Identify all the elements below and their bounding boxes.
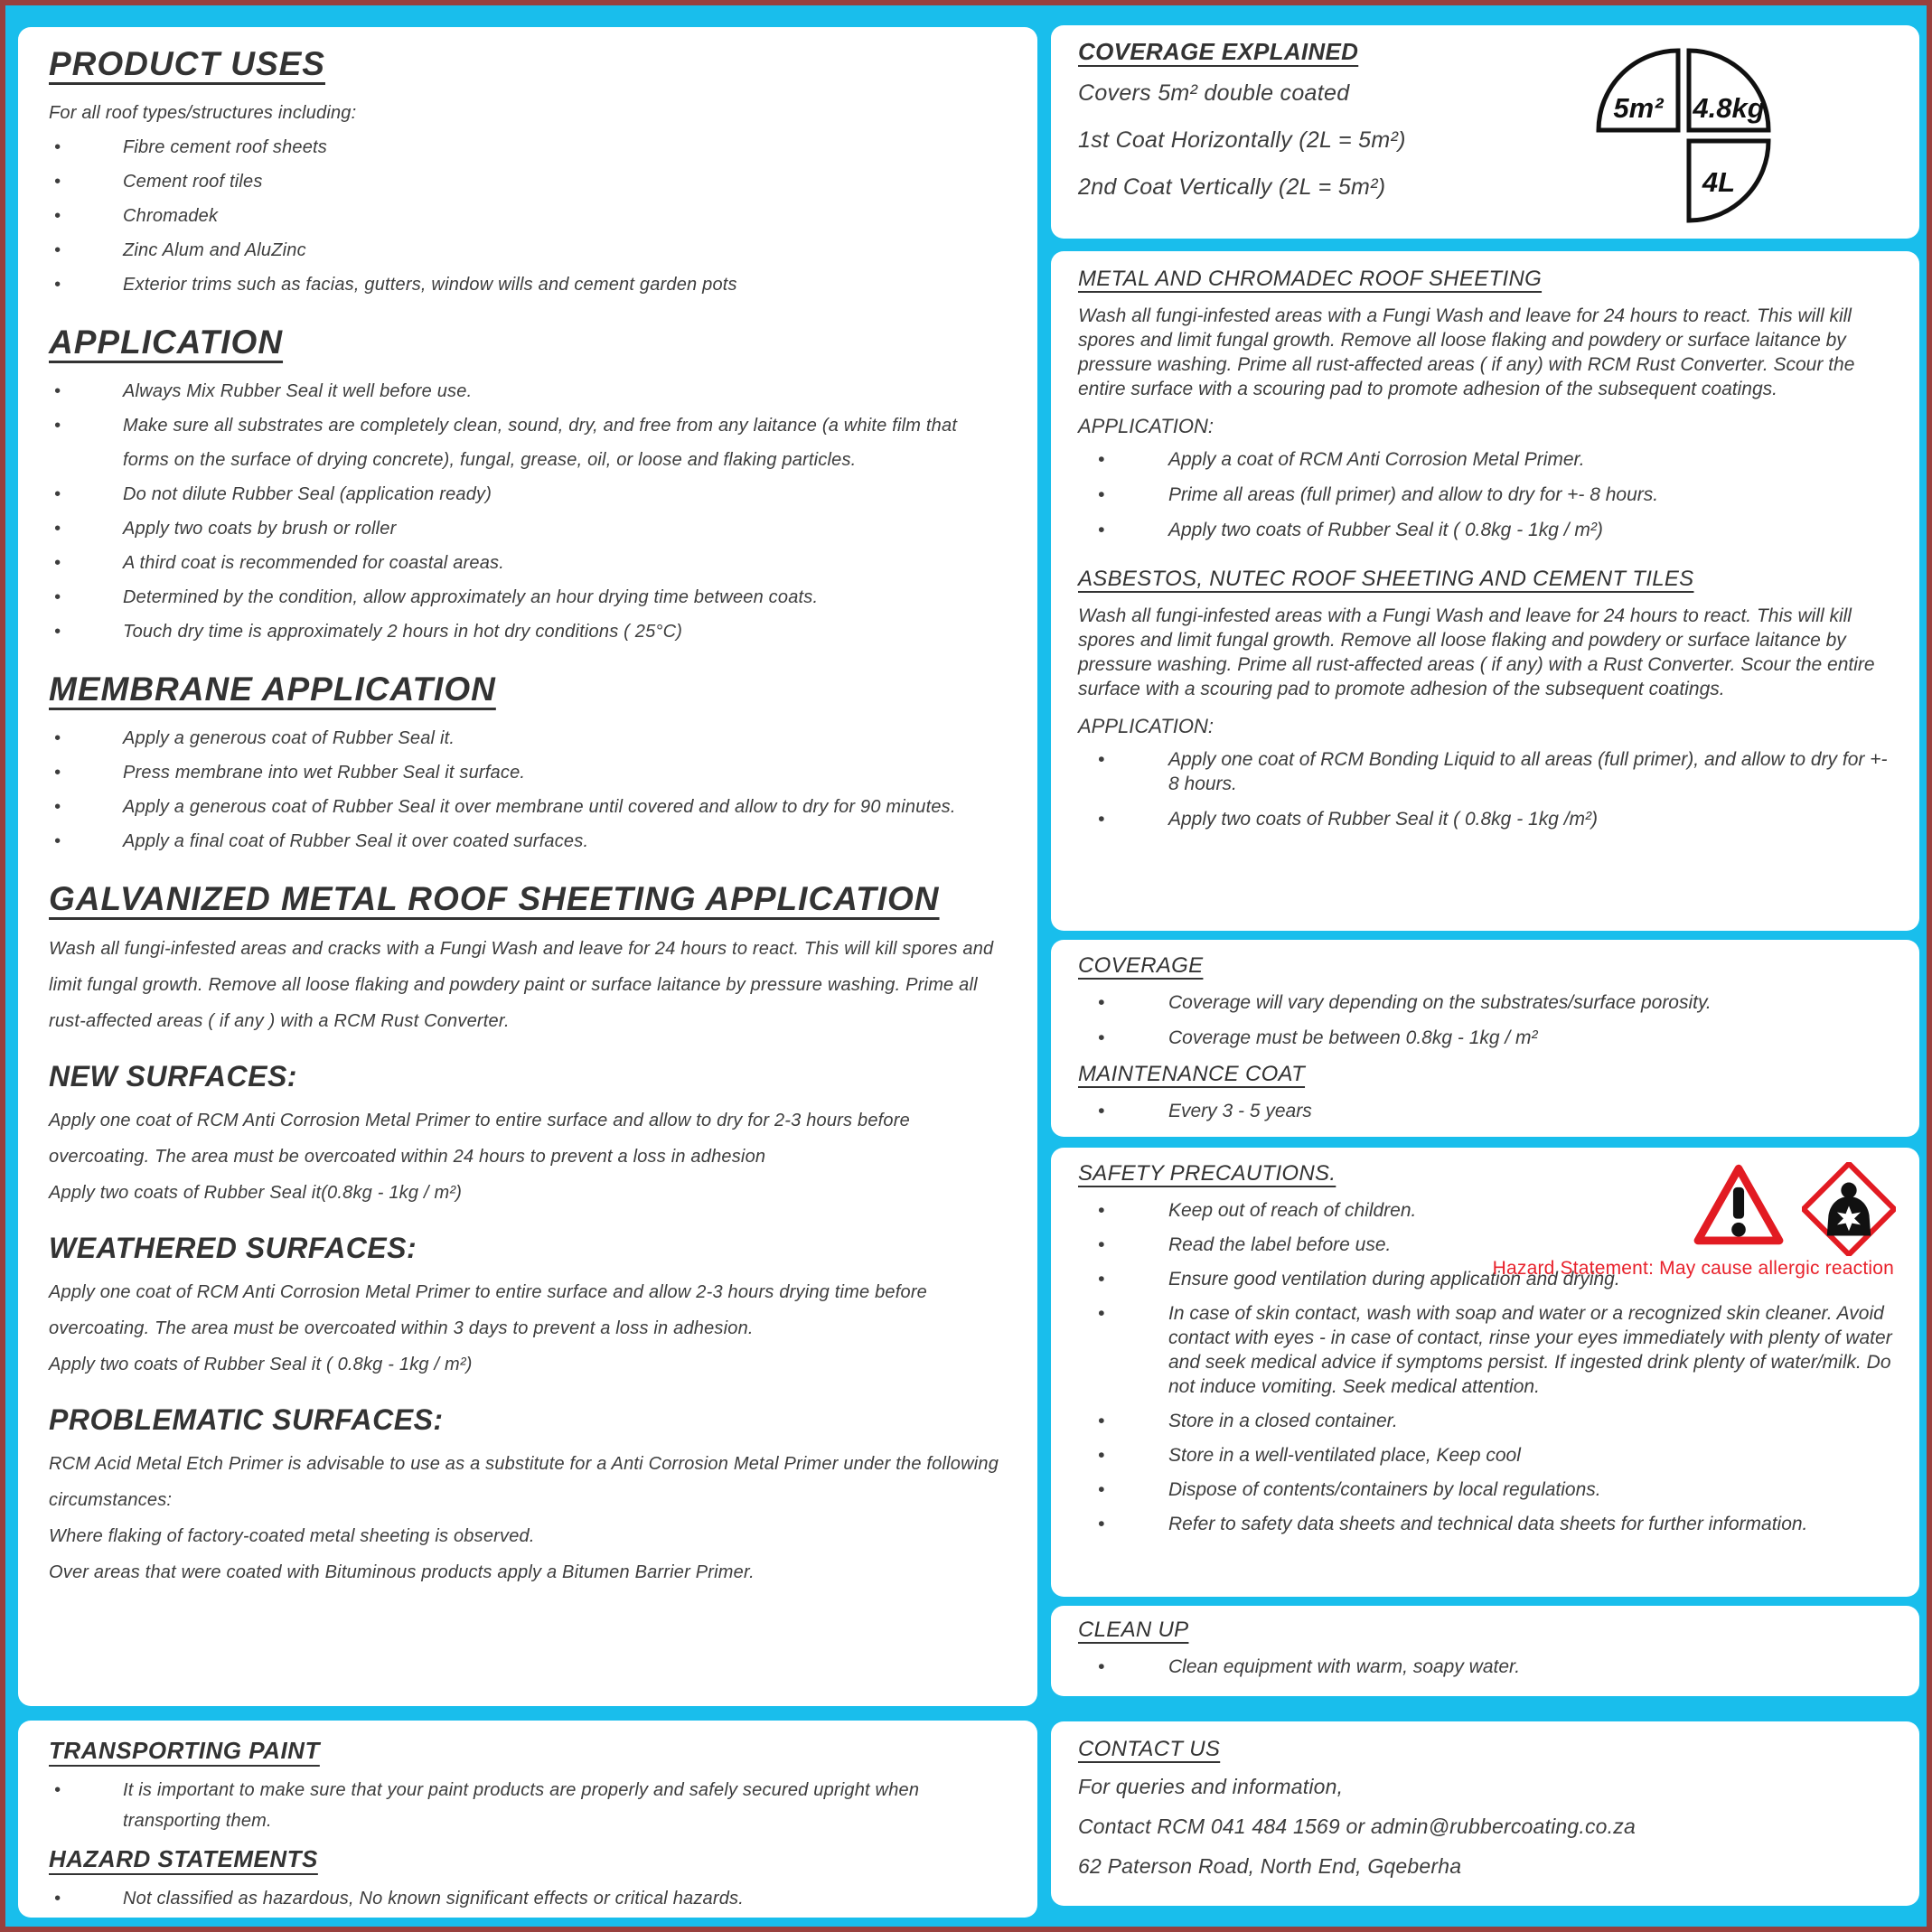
coverage-line: 1st Coat Horizontally (2L = 5m²) [1078,127,1406,153]
asbestos-body: Wash all fungi-infested areas with a Fungi Wash and leave for 24 hours to react. This will kill spores and limit fungal growth. Remove all loose flaking and powdery or surface laitance by pressure washing. Prime all rust-affected areas ( if any) with a Rust Converter. Scour the entire surface with a scouring pad to promote adhesion of the subsequent coatings. [1078,605,1875,699]
contact-line-phone-email: Contact RCM 041 484 1569 or admin@rubbercoating.co.za [1078,1815,1636,1838]
list-item: • Chromadek [49,199,1007,233]
new-surfaces-line: Apply two coats of Rubber Seal it(0.8kg - 1kg / m²) [49,1183,463,1203]
list-item: • Apply a generous coat of Rubber Seal it. [49,721,1007,755]
problematic-surfaces-line: Where flaking of factory-coated metal sheeting is observed. [49,1526,535,1546]
weathered-surfaces-line: Apply one coat of RCM Anti Corrosion Metal Primer to entire surface and allow 2-3 hours drying time before overcoating. The area must be overcoated within 3 days to prevent a loss in adhesion. [49,1282,928,1338]
list-item: • Always Mix Rubber Seal it well before use. [49,374,1007,408]
problematic-surfaces-line: RCM Acid Metal Etch Primer is advisable to use as a substitute for a Anti Corrosion Metal Primer under the following circumstances: [49,1454,999,1510]
maintenance-coat-title: MAINTENANCE COAT [1078,1062,1306,1086]
list-item: • Apply two coats of Rubber Seal it ( 0.8kg - 1kg /m²) [1078,807,1892,831]
list-item: • Do not dilute Rubber Seal (application ready) [49,477,1007,511]
coverage-title: COVERAGE [1078,953,1204,978]
list-item: • Apply a final coat of Rubber Seal it over coated surfaces. [49,824,1007,858]
contact-us-panel [1051,1721,1919,1906]
metal-application-label: APPLICATION: [1078,415,1214,437]
roof-sheeting-panel [1051,251,1919,931]
weathered-surfaces-title: WEATHERED SURFACES: [49,1232,417,1264]
list-item: • It is important to make sure that your paint products are properly and safely secured upright when transporting them. [49,1775,1007,1836]
transport-hazard-panel [18,1721,1037,1918]
list-item: • Dispose of contents/containers by local regulations. [1078,1477,1892,1502]
coverage-line: 2nd Coat Vertically (2L = 5m²) [1078,174,1386,200]
left-main-panel [18,27,1037,1706]
list-item: • Ensure good ventilation during application and drying. [1078,1267,1892,1291]
membrane-application-title: MEMBRANE APPLICATION [49,671,496,708]
pie-label-weight: 4.8kg [1693,92,1765,124]
asbestos-application-label: APPLICATION: [1078,715,1214,737]
list-item: • Determined by the condition, allow approximately an hour drying time between coats. [49,580,1007,614]
list-item: • Refer to safety data sheets and technical data sheets for further information. [1078,1512,1892,1536]
list-item: • Every 3 - 5 years [1078,1099,1892,1123]
list-item: • A third coat is recommended for coastal areas. [49,546,1007,580]
galvanized-title: GALVANIZED METAL ROOF SHEETING APPLICATION [49,880,940,917]
list-item: • Zinc Alum and AluZinc [49,233,1007,267]
list-item: • Clean equipment with warm, soapy water. [1078,1655,1892,1679]
list-item: • Make sure all substrates are completely clean, sound, dry, and free from any laitance (a white film that forms on the surface of drying concrete), fungal, grease, oil, or loose and flaking particles. [49,408,1007,477]
list-item: • Not classified as hazardous, No known significant effects or critical hazards. [49,1883,1007,1914]
list-item: • In case of skin contact, wash with soap and water or a recognized skin cleaner. Avoid contact with eyes - in case of contact, rinse your eyes immediately with plenty of water and seek medical advice if symptoms persist. If ingested drink plenty of water/milk. Do not induce vomiting. Seek medical attention. [1078,1301,1892,1399]
datasheet-canvas [5,5,1927,1927]
list-item: • Exterior trims such as facias, gutters, window wills and cement garden pots [49,267,1007,302]
list-item: • Apply two coats by brush or roller [49,511,1007,546]
hazard-statements-title: HAZARD STATEMENTS [49,1845,318,1872]
warning-triangle-icon [1692,1162,1786,1247]
coverage-explained-panel [1051,25,1919,239]
new-surfaces-line: Apply one coat of RCM Anti Corrosion Metal Primer to entire surface and allow to dry for 2-3 hours before overcoating. The area must be overcoated within 24 hours to prevent a loss in adhesion [49,1111,910,1167]
metal-body: Wash all fungi-infested areas with a Fungi Wash and leave for 24 hours to react. This will kill spores and limit fungal growth. Remove all loose flaking and powdery or surface laitance by pressure washing. Prime all rust-affected areas ( if any) with RCM Rust Converter. Scour the entire surface with a scouring pad to promote adhesion of the subsequent coatings. [1078,305,1855,399]
coverage-line: Covers 5m² double coated [1078,80,1350,106]
problematic-surfaces-line: Over areas that were coated with Bituminous products apply a Bitumen Barrier Primer. [49,1562,755,1582]
contact-us-title: CONTACT US [1078,1737,1221,1761]
new-surfaces-title: NEW SURFACES: [49,1060,297,1093]
clean-up-title: CLEAN UP [1078,1618,1189,1642]
transporting-paint-title: TRANSPORTING PAINT [49,1737,320,1764]
list-item: • Apply a generous coat of Rubber Seal it over membrane until covered and allow to dry for 90 minutes. [49,790,1007,824]
list-item: • Apply one coat of RCM Bonding Liquid to all areas (full primer), and allow to dry for +- 8 hours. [1078,747,1892,796]
product-uses-intro: For all roof types/structures including: [49,103,357,123]
list-item: • Keep out of reach of children. [1078,1198,1638,1223]
galvanized-body: Wash all fungi-infested areas and cracks with a Fungi Wash and leave for 24 hours to react. This will kill spores and limit fungal growth. Remove all loose flaking and powdery paint or surface laitance by pressure washing. Prime all rust-affected areas ( if any ) with a RCM Rust Converter. [49,939,994,1031]
list-item: • Press membrane into wet Rubber Seal it surface. [49,755,1007,790]
safety-precautions-title: SAFETY PRECAUTIONS. [1078,1161,1336,1186]
contact-line: For queries and information, [1078,1775,1344,1798]
list-item: • Apply a coat of RCM Anti Corrosion Metal Primer. [1078,447,1892,472]
pie-label-area: 5m² [1613,92,1664,124]
list-item: • Coverage must be between 0.8kg - 1kg / m² [1078,1026,1892,1050]
metal-chromadec-title: METAL AND CHROMADEC ROOF SHEETING [1078,267,1543,291]
health-hazard-icon [1802,1162,1896,1256]
list-item: • Store in a closed container. [1078,1409,1892,1433]
hazard-statement-note: Hazard Statement: May cause allergic reaction [1492,1258,1894,1279]
coverage-pie-icon [1579,40,1792,226]
application-title: APPLICATION [49,324,284,361]
list-item: • Read the label before use. [1078,1233,1638,1257]
problematic-surfaces-title: PROBLEMATIC SURFACES: [49,1403,444,1436]
safety-precautions-panel [1051,1148,1919,1597]
clean-up-panel [1051,1606,1919,1696]
contact-line-address: 62 Paterson Road, North End, Gqeberha [1078,1854,1462,1878]
pie-label-volume: 4L [1702,166,1736,198]
list-item: • Touch dry time is approximately 2 hours in hot dry conditions ( 25°C) [49,614,1007,649]
weathered-surfaces-line: Apply two coats of Rubber Seal it ( 0.8kg - 1kg / m²) [49,1355,473,1374]
asbestos-nutec-title: ASBESTOS, NUTEC ROOF SHEETING AND CEMENT TILES [1078,567,1694,591]
list-item: • Coverage will vary depending on the substrates/surface porosity. [1078,990,1892,1015]
product-uses-title: PRODUCT USES [49,45,325,82]
list-item: • Prime all areas (full primer) and allow to dry for +- 8 hours. [1078,483,1892,507]
list-item: • Store in a well-ventilated place, Keep cool [1078,1443,1892,1468]
list-item: • Cement roof tiles [49,164,1007,199]
coverage-maintenance-panel [1051,940,1919,1137]
list-item: • Fibre cement roof sheets [49,130,1007,164]
coverage-explained-title: COVERAGE EXPLAINED [1078,38,1359,65]
list-item: • Apply two coats of Rubber Seal it ( 0.8kg - 1kg / m²) [1078,518,1892,542]
hazard-icon-group [1692,1162,1896,1256]
